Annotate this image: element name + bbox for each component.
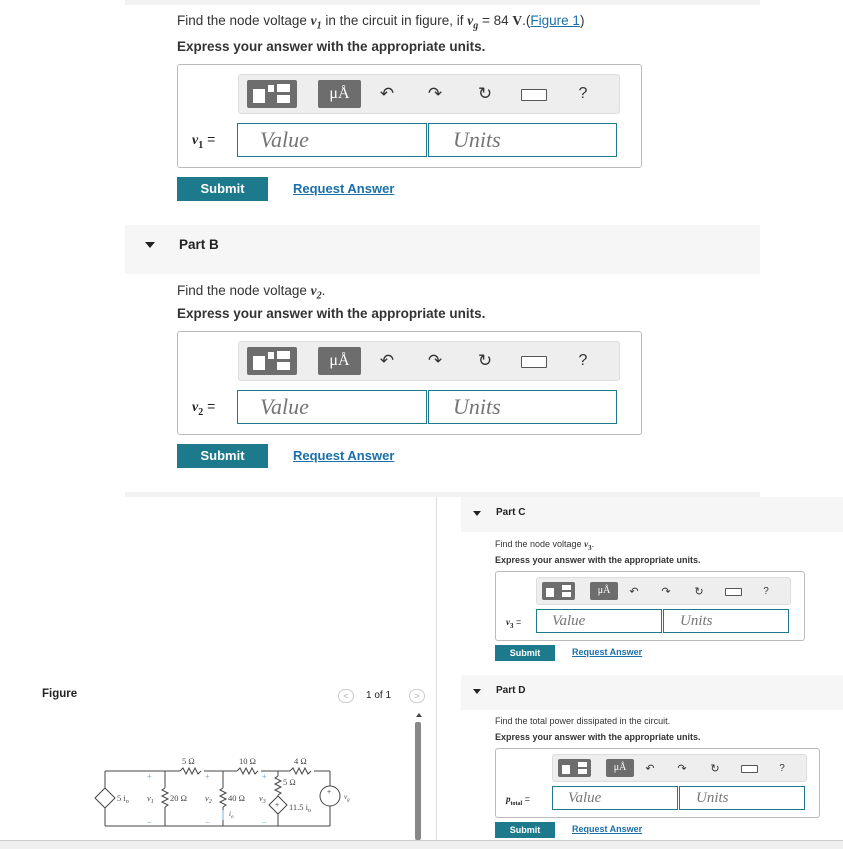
- collapse-triangle-icon: [473, 511, 481, 516]
- pane-divider: [436, 497, 437, 840]
- units-symbol-button[interactable]: μÅ: [590, 582, 618, 600]
- part-a-submit-button[interactable]: Submit: [177, 177, 268, 201]
- redo-icon[interactable]: ↷: [661, 586, 671, 598]
- reset-icon[interactable]: ↻: [477, 351, 493, 370]
- v2-node-label: $v_2$: [205, 793, 212, 805]
- templates-button[interactable]: [247, 80, 297, 108]
- reset-icon[interactable]: ↻: [477, 84, 493, 103]
- scroll-up-icon[interactable]: [416, 713, 422, 717]
- part-d-header[interactable]: [461, 675, 843, 710]
- part-d-units-input[interactable]: [679, 786, 805, 810]
- figure-prev-button[interactable]: <: [338, 689, 354, 703]
- io-label: $i_o$: [229, 810, 234, 820]
- undo-icon[interactable]: ↶: [645, 763, 655, 775]
- r20-label: 20 Ω: [170, 793, 187, 803]
- circuit-diagram: [90, 752, 380, 840]
- part-c-title: Part C: [496, 507, 526, 518]
- part-d-title: Part D: [496, 685, 526, 696]
- part-d-submit-button[interactable]: Submit: [495, 822, 555, 838]
- figure-pager: 1 of 1: [366, 690, 392, 701]
- r40-label: 40 Ω: [228, 793, 245, 803]
- part-a-question: Find the node voltage $v_1$ in the circuit in figure, if $v_g = 84$ V.(Figure 1): [177, 13, 585, 32]
- part-b-toolbar: [238, 341, 620, 381]
- part-b-units-input[interactable]: [428, 390, 617, 424]
- redo-icon[interactable]: ↷: [677, 763, 687, 775]
- plus-sign: +: [205, 772, 210, 781]
- part-c-toolbar: [536, 577, 791, 605]
- part-c-request-answer-link[interactable]: Request Answer: [572, 647, 643, 657]
- minus-sign: −: [262, 818, 267, 827]
- plus-sign: +: [262, 772, 267, 781]
- v1-node-label: $v_1$: [147, 793, 154, 805]
- part-c-value-input[interactable]: [536, 609, 662, 633]
- units-symbol-button[interactable]: μÅ: [318, 80, 361, 108]
- part-a-units-input[interactable]: [428, 123, 617, 157]
- part-d-label: $p_{total}$ =: [506, 794, 530, 807]
- templates-button[interactable]: [558, 759, 591, 777]
- part-a-value-input[interactable]: [237, 123, 427, 157]
- keyboard-icon[interactable]: [521, 89, 547, 101]
- part-d-value-input[interactable]: [552, 786, 678, 810]
- part-b-answer-box: [177, 331, 642, 435]
- r4-label: 4 Ω: [294, 756, 307, 766]
- reset-icon[interactable]: ↻: [694, 586, 704, 598]
- vg-source-label: $v_g$: [344, 793, 350, 803]
- figure-1-link[interactable]: Figure 1: [530, 13, 580, 28]
- undo-icon[interactable]: ↶: [379, 84, 395, 103]
- r5-label: 5 Ω: [182, 756, 195, 766]
- part-c-header[interactable]: [461, 497, 843, 532]
- part-a-answer-box: [177, 64, 642, 168]
- r10-label: 10 Ω: [239, 756, 256, 766]
- keyboard-icon[interactable]: [521, 356, 547, 368]
- part-a-label: $v_1$ =: [192, 131, 216, 151]
- dep-plus: +: [275, 802, 280, 809]
- redo-icon[interactable]: ↷: [427, 84, 443, 103]
- templates-button[interactable]: [247, 347, 297, 375]
- part-b-question: Find the node voltage $v_2$.: [177, 283, 326, 302]
- figure-next-button[interactable]: >: [409, 689, 425, 703]
- part-b-title: Part B: [179, 237, 219, 252]
- undo-icon[interactable]: ↶: [629, 586, 639, 598]
- help-icon[interactable]: ?: [779, 763, 785, 774]
- templates-button[interactable]: [542, 582, 575, 600]
- figure-scrollbar[interactable]: [415, 722, 421, 840]
- vg-plus: +: [327, 789, 332, 796]
- v3-node-label: $v_3$: [259, 793, 266, 805]
- part-b-header[interactable]: [125, 225, 760, 274]
- part-b-label: $v_2$ =: [192, 398, 216, 418]
- figure-label: Figure: [42, 688, 78, 700]
- minus-sign: −: [147, 818, 152, 827]
- part-c-question: Find the node voltage $v_3$.: [495, 539, 595, 552]
- part-c-units-input[interactable]: [663, 609, 789, 633]
- part-a-request-answer-link[interactable]: Request Answer: [293, 181, 395, 196]
- units-symbol-button[interactable]: μÅ: [606, 759, 634, 777]
- reset-icon[interactable]: ↻: [710, 763, 720, 775]
- collapse-triangle-icon: [145, 242, 155, 248]
- part-b-value-input[interactable]: [237, 390, 427, 424]
- r5b-label: 5 Ω: [283, 777, 296, 787]
- left-source-label: 5 $i_o$: [117, 793, 129, 805]
- keyboard-icon[interactable]: [741, 765, 758, 773]
- part-c-instruction: Express your answer with the appropriate units.: [495, 555, 701, 565]
- keyboard-icon[interactable]: [725, 588, 742, 596]
- help-icon[interactable]: ?: [763, 586, 769, 597]
- plus-sign: +: [147, 772, 152, 781]
- part-c-submit-button[interactable]: Submit: [495, 645, 555, 661]
- part-b-instruction: Express your answer with the appropriate units.: [177, 306, 486, 321]
- part-d-question: Find the total power dissipated in the circuit.: [495, 716, 671, 726]
- part-c-answer-box: [495, 571, 805, 641]
- units-symbol-button[interactable]: μÅ: [318, 347, 361, 375]
- help-icon[interactable]: ?: [578, 85, 588, 102]
- part-d-answer-box: [495, 748, 820, 818]
- help-icon[interactable]: ?: [578, 352, 588, 369]
- top-header-strip: [125, 0, 760, 5]
- right-source-label: 11.5 $i_o$: [289, 802, 312, 814]
- collapse-triangle-icon: [473, 689, 481, 694]
- part-a-instruction: Express your answer with the appropriate units.: [177, 39, 486, 54]
- part-d-instruction: Express your answer with the appropriate units.: [495, 732, 701, 742]
- part-d-request-answer-link[interactable]: Request Answer: [572, 824, 643, 834]
- part-a-toolbar: [238, 74, 620, 114]
- part-d-toolbar: [552, 754, 807, 782]
- part-b-submit-button[interactable]: Submit: [177, 444, 268, 468]
- undo-icon[interactable]: ↶: [379, 351, 395, 370]
- minus-sign: −: [205, 818, 210, 827]
- redo-icon[interactable]: ↷: [427, 351, 443, 370]
- part-c-label: $v_3$ =: [506, 617, 522, 630]
- part-b-request-answer-link[interactable]: Request Answer: [293, 448, 395, 463]
